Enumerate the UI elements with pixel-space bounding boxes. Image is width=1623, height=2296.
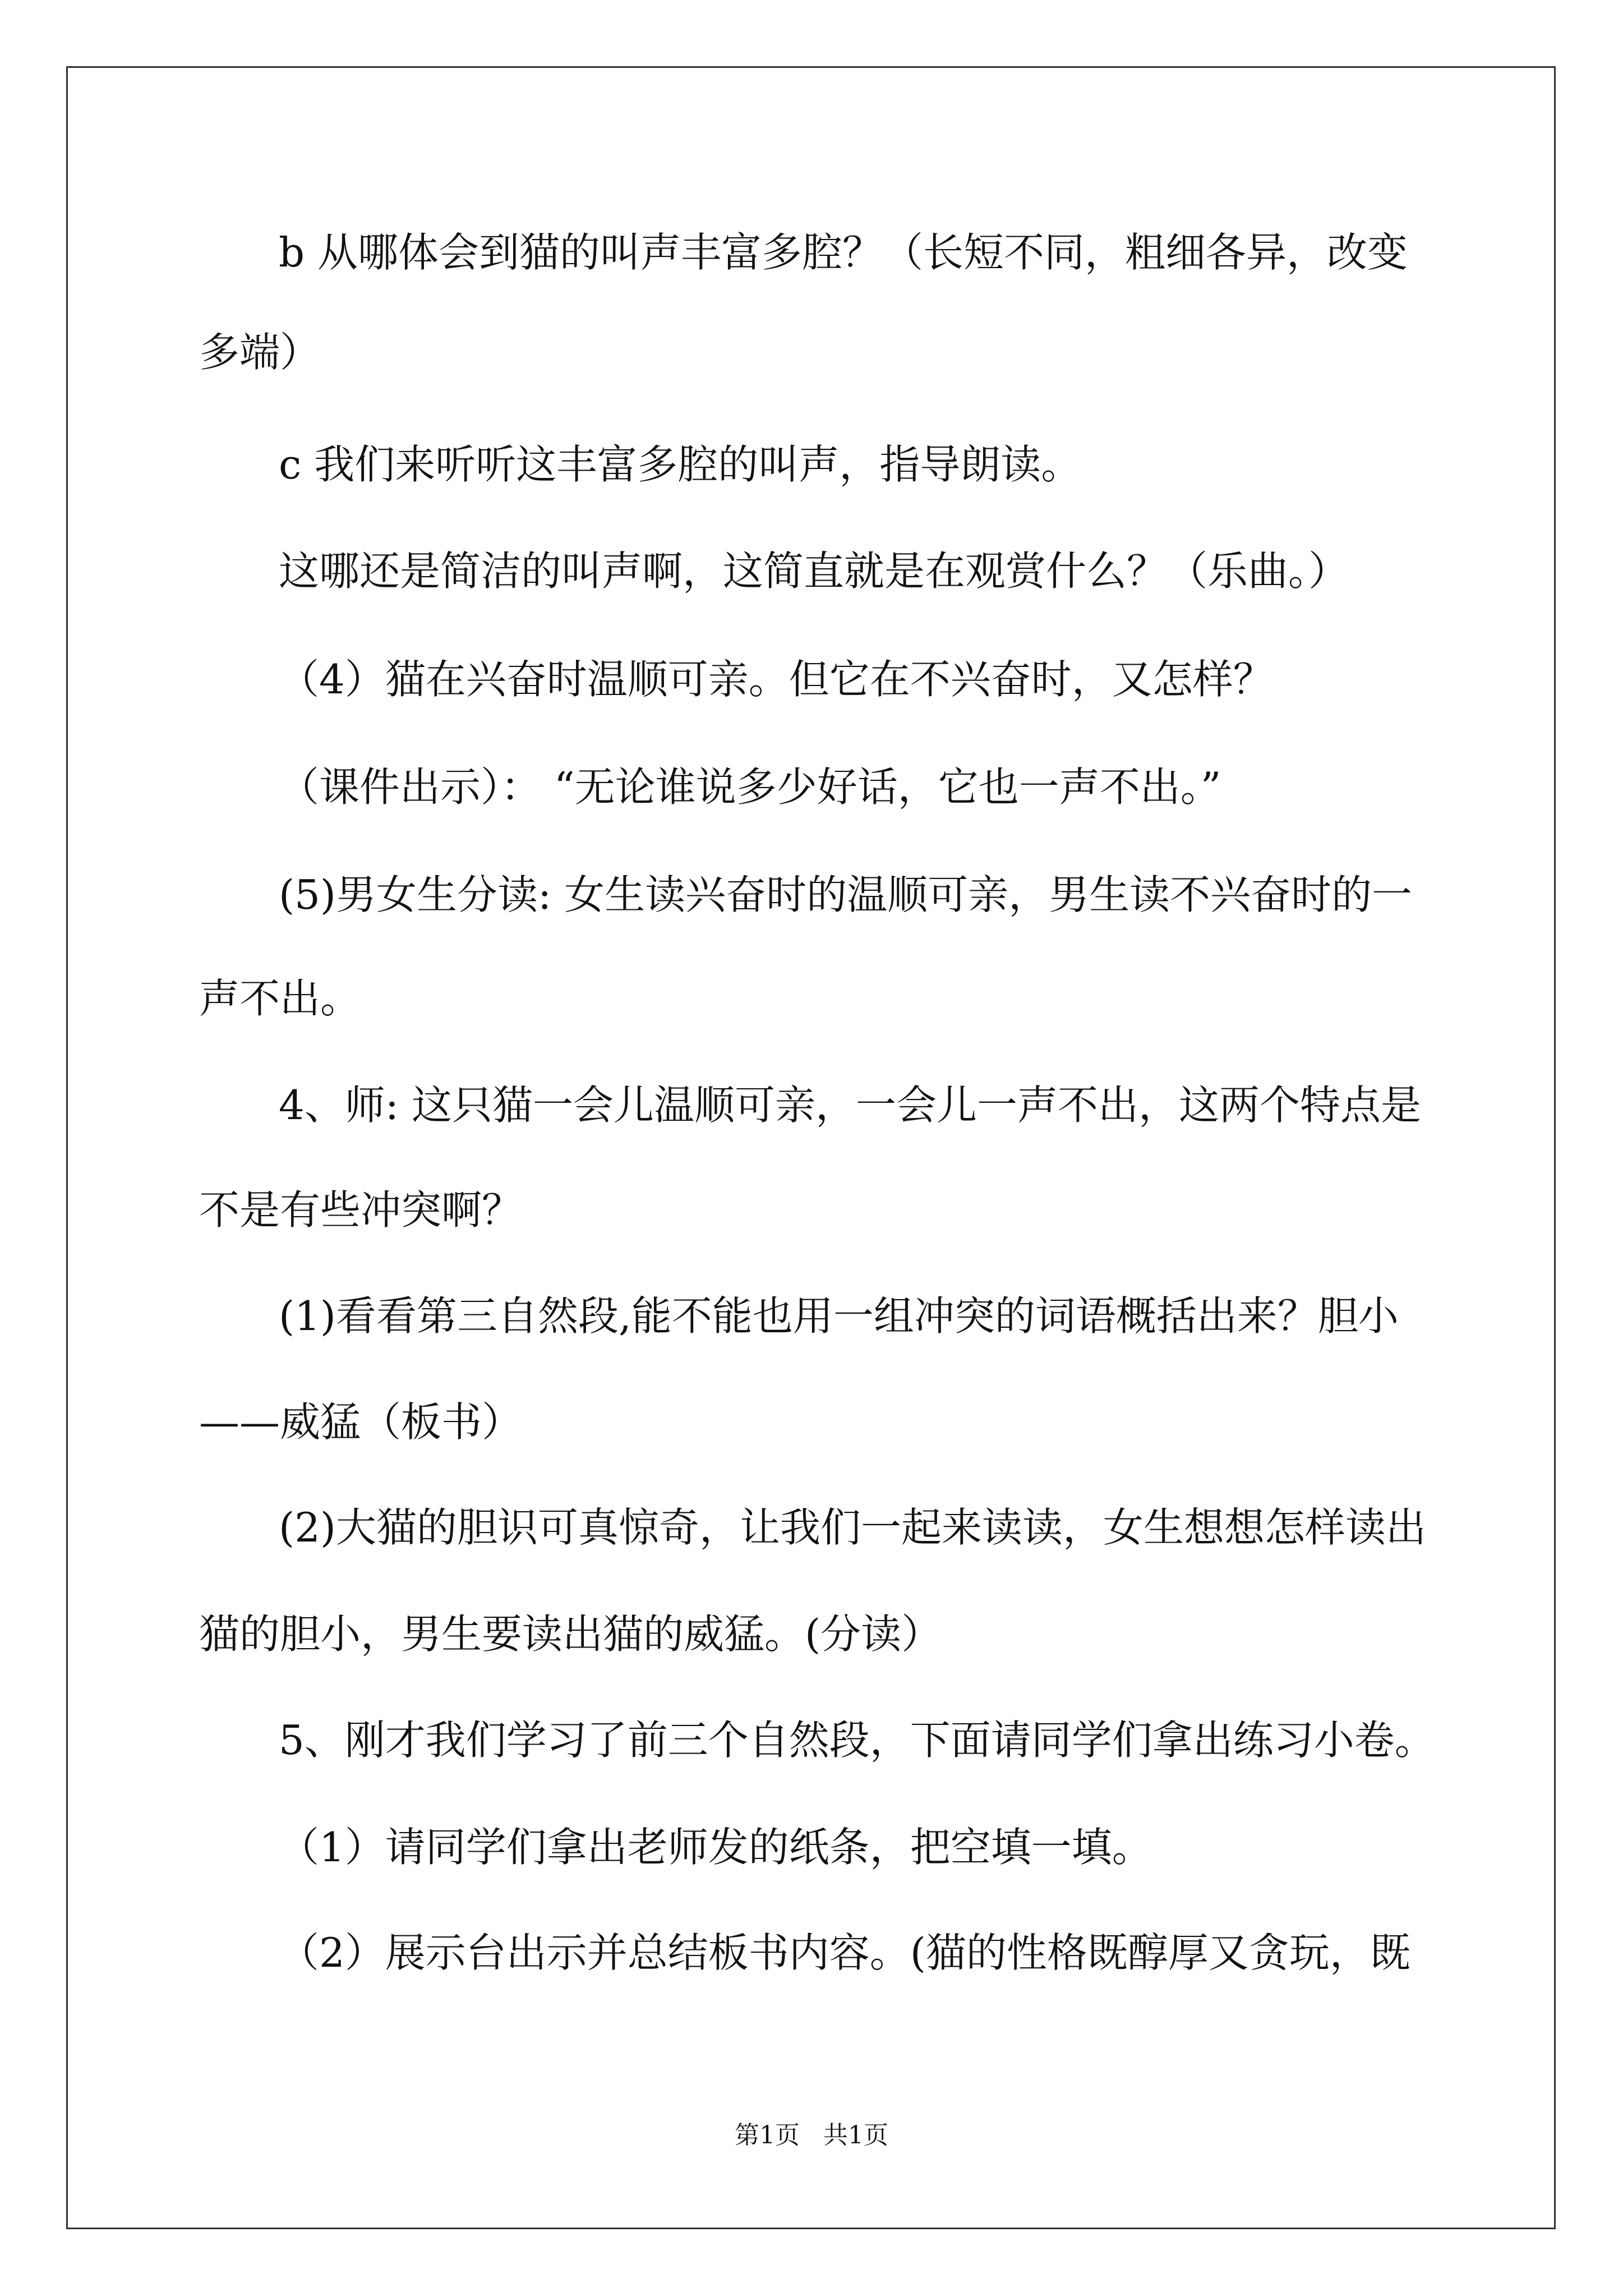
text-line-5: （4）猫在兴奋时温顺可亲。但它在不兴奋时，又怎样？ [279, 656, 1274, 703]
text-line-4: 这哪还是简洁的叫声啊，这简直就是在观赏什么？（乐曲。） [279, 547, 1349, 595]
text-line-17: （2）展示台出示并总结板书内容。(猫的性格既醇厚又贪玩，既 [279, 1929, 1410, 1976]
text-line-13: (2)大猫的胆识可真惊奇，让我们一起来读读，女生想想怎样读出 [279, 1504, 1426, 1551]
text-line-3: c 我们来听听这丰富多腔的叫声，指导朗读。 [279, 441, 1082, 488]
text-line-1: b 从哪体会到猫的叫声丰富多腔？（长短不同，粗细各异，改变 [279, 229, 1408, 276]
text-line-6: （课件出示）： “无论谁说多少好话，它也一声不出。” [279, 763, 1221, 811]
text-line-12: ——威猛（板书） [199, 1398, 523, 1446]
text-line-10: 不是有些冲突啊？ [199, 1186, 523, 1234]
text-line-8: 声不出。 [199, 975, 361, 1022]
text-line-11: (1)看看第三自然段,能不能也用一组冲突的词语概括出来？胆小 [279, 1292, 1399, 1340]
text-line-7: (5)男女生分读: 女生读兴奋时的温顺可亲，男生读不兴奋时的一 [279, 871, 1413, 918]
text-line-16: （1）请同学们拿出老师发的纸条，把空填一填。 [279, 1824, 1152, 1871]
text-line-2: 多端） [199, 329, 321, 376]
page-border [66, 66, 1556, 2229]
text-line-15: 5、刚才我们学习了前三个自然段，下面请同学们拿出练习小卷。 [279, 1717, 1435, 1764]
text-line-9: 4、师: 这只猫一会儿温顺可亲，一会儿一声不出，这两个特点是 [279, 1082, 1421, 1129]
text-line-14: 猫的胆小，男生要读出猫的威猛。(分读） [199, 1611, 942, 1658]
page-number-footer: 第1页 共1页 [735, 2121, 888, 2150]
